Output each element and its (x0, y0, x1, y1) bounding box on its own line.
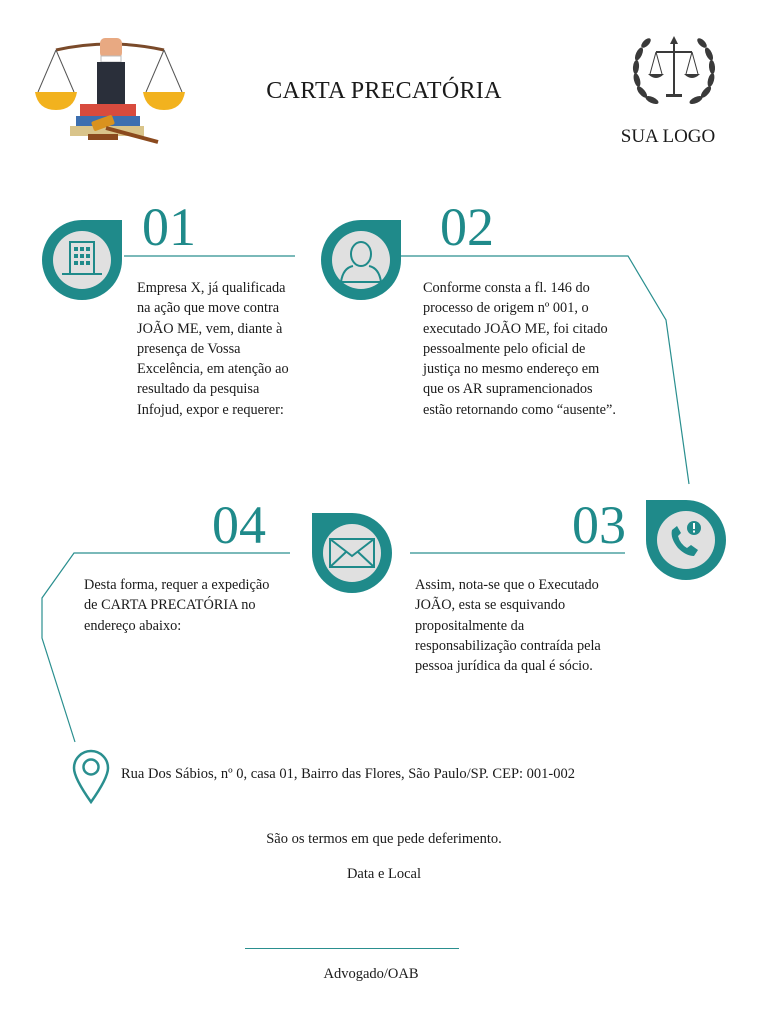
step-04-text: Desta forma, requer a expedição de CARTA PRECATÓRIA no endereço abaixo: (84, 577, 270, 634)
location-pin-icon (70, 748, 112, 804)
step-04-number: 04 (212, 495, 266, 555)
step-03-text: Assim, nota-se que o Executado JOÃO, esta se esquivando propositalmente da responsabilização contraída pela pessoa jurídica da qual é sócio. (415, 577, 601, 675)
step-02-number: 02 (440, 197, 494, 257)
closing-terms: São os termos em que pede deferimento. (266, 831, 502, 847)
signature-label: Advogado/OAB (323, 966, 419, 982)
step-02-icon-badge (313, 212, 409, 308)
address-text: Rua Dos Sábios, nº 0, casa 01, Bairro das Flores, São Paulo/SP. CEP: 001-002 (121, 766, 575, 782)
signature-line (245, 948, 459, 949)
document-title: CARTA PRECATÓRIA (266, 78, 502, 104)
step-03-number: 03 (572, 495, 626, 555)
step-01-number: 01 (142, 197, 196, 257)
logo-text: SUA LOGO (620, 126, 716, 147)
step-02-text: Conforme consta a fl. 146 do processo de origem nº 001, o executado JOÃO ME, foi citado pessoalmente pelo oficial de justiça no mesmo endereço em que os AR supramencionados estão retornando como “ausente”. (423, 280, 616, 418)
step-03-icon-badge (638, 492, 734, 588)
date-and-place: Data e Local (346, 866, 422, 882)
step-01-text: Empresa X, já qualificada na ação que move contra JOÃO ME, vem, diante à presença de Vossa Excelência, em atenção ao resultado da pesquisa Infojud, expor e requerer: (137, 280, 289, 418)
step-01-icon-badge (34, 212, 130, 308)
step-04-icon-badge (304, 505, 400, 601)
